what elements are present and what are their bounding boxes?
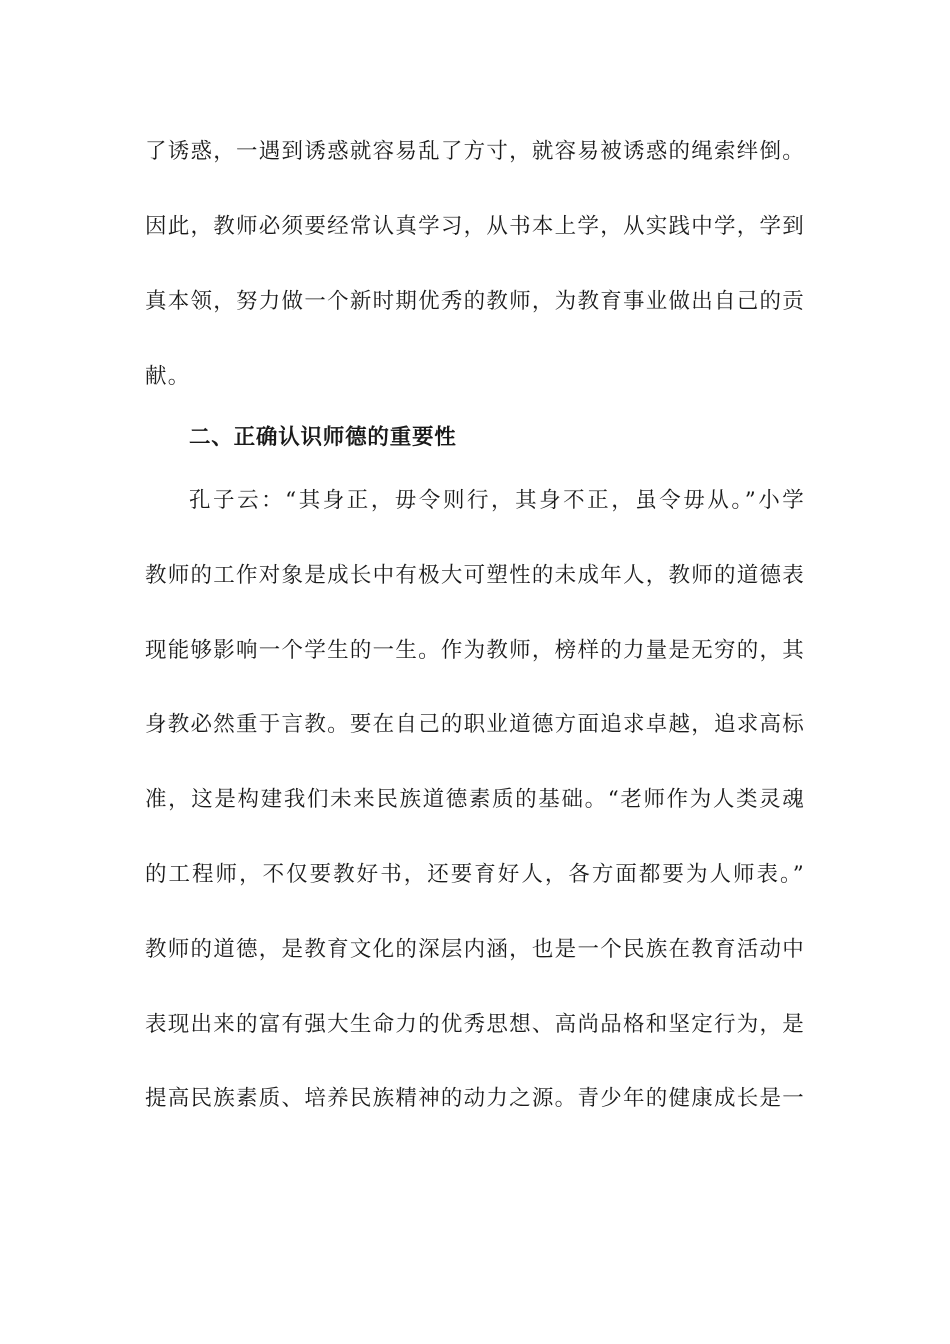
text-line: 身教必然重于言教。要在自己的职业道德方面追求卓越，追求高标	[145, 712, 805, 737]
text-line: 因此，教师必须要经常认真学习，从书本上学，从实践中学，学到	[145, 214, 805, 239]
text-line: 献。	[145, 364, 191, 389]
text-line: 表现出来的富有强大生命力的优秀思想、高尚品格和坚定行为，是	[145, 1012, 805, 1037]
text-line: 了诱惑，一遇到诱惑就容易乱了方寸，就容易被诱惑的绳索绊倒。	[145, 139, 805, 164]
section-heading: 二、正确认识师德的重要性	[189, 425, 457, 450]
text-line: 现能够影响一个学生的一生。作为教师，榜样的力量是无穷的，其	[145, 638, 805, 663]
text-line: 的工程师，不仅要教好书，还要育好人，各方面都要为人师表。”	[145, 862, 805, 887]
text-line: 真本领，努力做一个新时期优秀的教师，为教育事业做出自己的贡	[145, 289, 805, 314]
text-line: 教师的工作对象是成长中有极大可塑性的未成年人，教师的道德表	[145, 563, 805, 588]
text-line: 教师的道德，是教育文化的深层内涵，也是一个民族在教育活动中	[145, 937, 805, 962]
text-line: 孔子云：“其身正，毋令则行，其身不正，虽令毋从。”小学	[189, 488, 805, 513]
text-line: 准，这是构建我们未来民族道德素质的基础。“老师作为人类灵魂	[145, 787, 805, 812]
text-line: 提高民族素质、培养民族精神的动力之源。青少年的健康成长是一	[145, 1086, 805, 1111]
